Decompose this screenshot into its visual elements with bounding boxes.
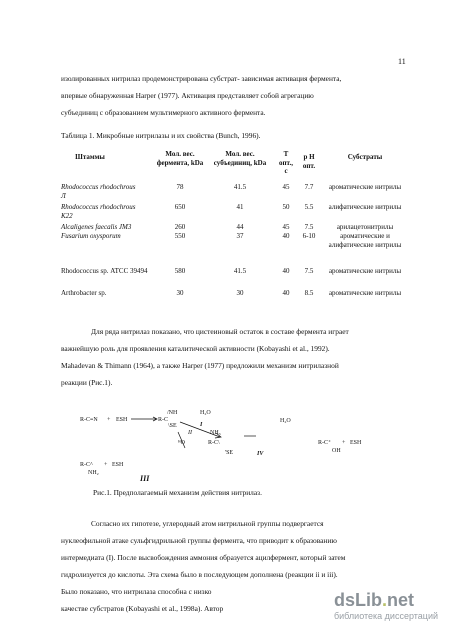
closing-line: нуклеофильной атаке сульфгидрильной группы фермента, что приводит к образованию <box>61 536 337 545</box>
logo-right-text: net <box>387 590 414 610</box>
cell-ph-opt: 7.5 <box>304 223 314 231</box>
cell-mw-subunit: 41 <box>236 203 244 211</box>
plus-sign-3: + <box>104 462 108 468</box>
cell-ph-opt: 7.5 <box>304 267 314 275</box>
header-subunit-mw: Мол. вес. субъединиц, kDa <box>213 150 267 167</box>
closing-line: Согласно их гипотезе, углеродный атом нитрильной группы подвергается <box>91 519 324 528</box>
intermediate-label: R-C <box>158 417 169 423</box>
plus-sign: + <box>107 417 111 423</box>
header-strains: Штаммы <box>75 153 105 161</box>
oh-label: OH <box>332 448 341 454</box>
header-substrates: Субстраты <box>347 153 383 161</box>
cell-t-opt: 45 <box>282 183 290 191</box>
nh3-label: NH₃ <box>210 430 221 436</box>
cell-ph-opt: 8.5 <box>304 289 314 297</box>
cell-ph-opt: 7.7 <box>304 183 314 191</box>
figure-caption: Рис.1. Предполагаемый механизм действия нитрилаз. <box>93 488 262 497</box>
cell-mw-subunit: 41.5 <box>233 267 247 275</box>
cell-strain: Rhodococcus sp. АТСС 39494 <box>61 267 148 275</box>
nh-label: /NH <box>167 410 178 416</box>
mechanism-line: Mahadevan & Thimann (1964), а также Harper (1977) предложили механизм нитрилазной <box>61 361 339 370</box>
ii-label: II <box>188 430 192 436</box>
closing-line: гидролизуется до кислоты. Эта схема было в последующем дополнена (реакции ii и iii). <box>61 570 338 579</box>
header-enzyme-mw: Мол. вес. фермента, kDa <box>156 150 204 167</box>
header-ph-opt: p H опт. <box>302 153 316 170</box>
logo-left-text: dsLib <box>333 590 382 610</box>
esh-label: ESH <box>116 417 128 423</box>
acyl-enzyme-label: R-C\ <box>208 440 220 446</box>
table-caption: Таблица 1. Микробные нитрилазы и их свойства (Bunch, 1996). <box>61 131 261 140</box>
cell-strain: Arthrobacter sp. <box>61 289 107 297</box>
acid-label: R-C⁺ <box>318 440 332 446</box>
cell-mw-subunit: 44 <box>236 223 244 231</box>
label-i: I <box>200 422 203 428</box>
cell-substrates: ароматические и алифатические нитрилы <box>328 232 402 249</box>
cell-mw-subunit: 41.5 <box>233 183 247 191</box>
h2o-right-label: H₂O <box>280 418 291 424</box>
cell-t-opt: 40 <box>282 289 290 297</box>
cell-t-opt: 40 <box>282 267 290 275</box>
cell-t-opt: 50 <box>282 203 290 211</box>
cell-mw-enzyme: 78 <box>176 183 184 191</box>
reaction-scheme <box>60 392 400 482</box>
cell-strain: Fusarium oxysporum <box>61 232 121 240</box>
dslib-watermark <box>334 590 438 621</box>
cell-substrates: алифатические нитрилы <box>328 203 402 211</box>
page-number: 11 <box>398 57 406 66</box>
nh2-label: NH₂ <box>88 470 99 476</box>
cell-strain: Rhodococcus rhodochrous Л <box>61 183 136 200</box>
cell-strain: Alcaligenes faecalis JM3 <box>61 223 132 231</box>
cell-mw-enzyme: 260 <box>174 223 186 231</box>
mechanism-line: важнейшую роль для проявления каталитической активности (Kobayashi et al., 1992). <box>61 344 330 353</box>
dslib-logo: dsLib.net <box>333 590 414 610</box>
cell-mw-enzyme: 550 <box>174 232 186 240</box>
mechanism-line: Для ряда нитрилаз показано, что цистеиновый остаток в составе фермента играет <box>91 327 349 336</box>
cell-substrates: ароматические нитрилы <box>328 267 402 275</box>
cell-substrates: ароматические нитрилы <box>328 289 402 297</box>
intro-line: впервые обнаруженная Harper (1977). Активация представляет собой агрегацию <box>61 91 314 100</box>
cell-ph-opt: 5.5 <box>304 203 314 211</box>
cell-mw-subunit: 30 <box>236 289 244 297</box>
cell-mw-enzyme: 30 <box>176 289 184 297</box>
label-iii: III <box>140 474 150 482</box>
se-label: \SE <box>168 423 177 429</box>
se-label-2: 'SE <box>225 450 234 456</box>
lower-product-label: R-C^ <box>80 462 93 468</box>
cell-ph-opt: 6-10 <box>302 232 316 240</box>
o-label: ᴴO <box>178 440 185 446</box>
reactant-label: R-C≡N <box>80 417 98 423</box>
cell-substrates: арилацетонитрилы <box>336 223 394 231</box>
cell-t-opt: 45 <box>282 223 290 231</box>
esh-label-2: ESH <box>350 440 362 446</box>
cell-strain: Rhodococcus rhodochrous К22 <box>61 203 136 220</box>
esh-label-3: ESH <box>112 462 124 468</box>
dslib-tagline: библиотека диссертаций <box>333 611 438 621</box>
intro-line: изолированных нитрилаз продемонстрирована субстрат- зависимая активация фермента, <box>61 74 342 83</box>
intro-paragraph <box>61 70 391 121</box>
mechanism-paragraph <box>61 323 391 391</box>
closing-line: интермедиата (I). После высвобождения аммония образуется ацилфермент, который затем <box>61 553 346 562</box>
plus-sign-2: + <box>342 440 346 446</box>
cell-t-opt: 40 <box>282 232 290 240</box>
cell-substrates: ароматические нитрилы <box>328 183 402 191</box>
cell-mw-enzyme: 580 <box>174 267 186 275</box>
mechanism-line: реакции (Рис.1). <box>61 378 113 387</box>
closing-line: качестве субстратов (Kobayashi et al., 1998a). Автор <box>61 604 224 613</box>
label-iv: IV <box>257 451 264 457</box>
h2o-top-label: H₂O <box>200 410 211 416</box>
header-t-opt: T опт., с <box>279 150 293 175</box>
cell-mw-subunit: 37 <box>236 232 244 240</box>
intro-line: субъединиц с образованием мультимерного активного фермента. <box>61 108 266 117</box>
cell-mw-enzyme: 650 <box>174 203 186 211</box>
closing-line: Было показано, что нитрилаза способна с низко <box>61 587 212 596</box>
